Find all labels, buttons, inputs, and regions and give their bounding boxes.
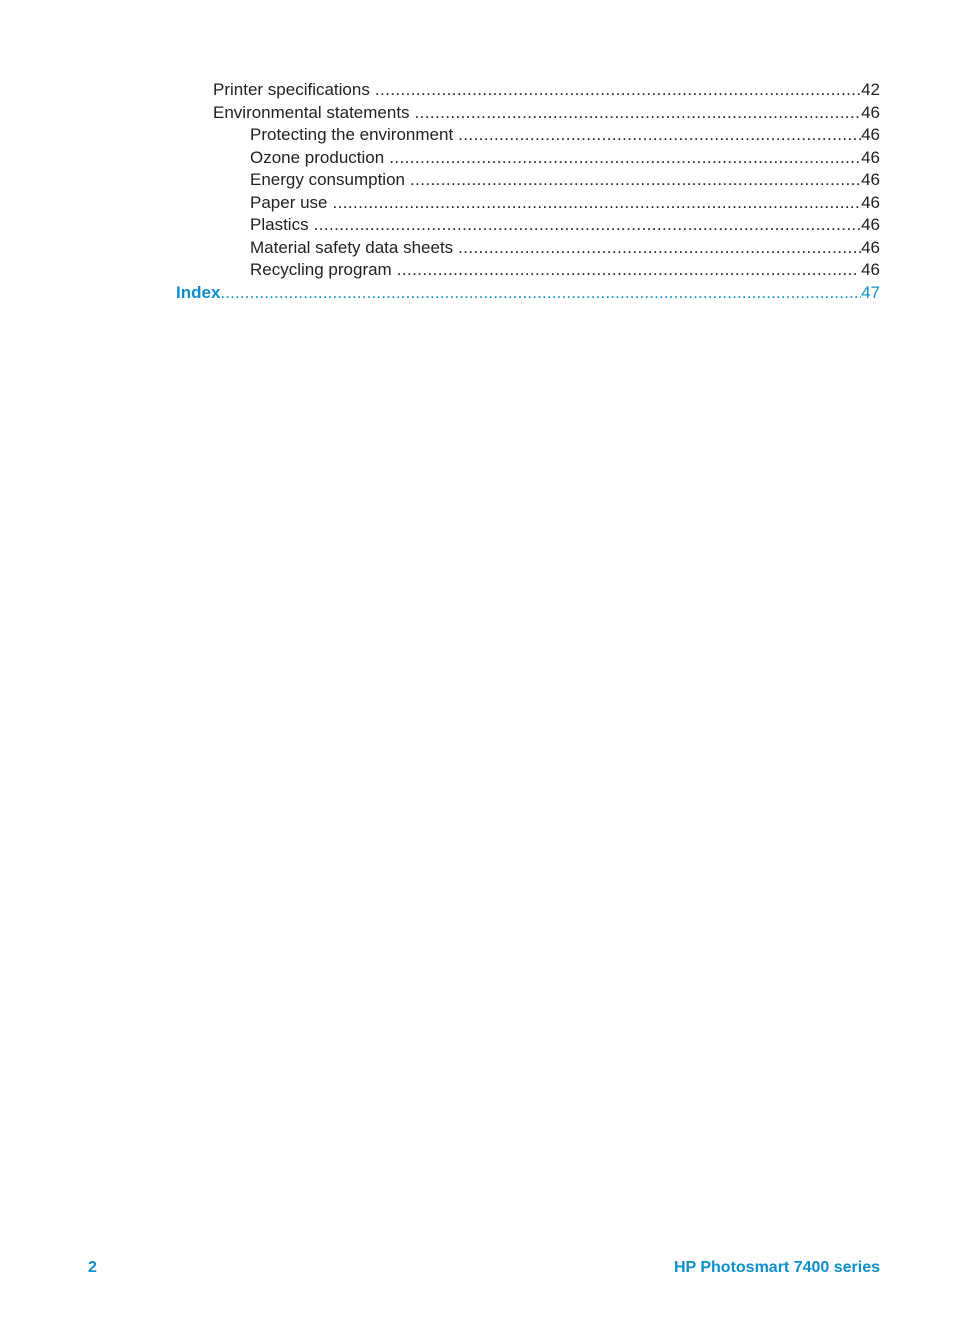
toc-entry-title: Printer specifications <box>213 80 370 99</box>
toc-entry-page: 46 <box>861 125 880 144</box>
toc-entry-title: Plastics <box>250 215 309 234</box>
toc-entry-environmental-statements[interactable] <box>213 102 880 124</box>
toc-entry-material-safety-data-sheets[interactable] <box>250 237 880 259</box>
dot-leader <box>389 147 861 169</box>
toc-entry-page: 46 <box>861 237 880 257</box>
toc-entry-protecting-the-environment[interactable] <box>250 124 880 146</box>
toc-entry-page: 46 <box>861 215 880 234</box>
dot-leader <box>397 259 857 281</box>
dot-leader <box>375 79 861 101</box>
toc-entry-page: 46 <box>861 260 880 279</box>
toc-entry-page: 47 <box>861 282 880 302</box>
toc-entry-title: Index <box>176 282 221 302</box>
toc-entry-title: Environmental statements <box>213 102 410 122</box>
toc-entry-recycling-program[interactable] <box>250 259 880 281</box>
toc-entry-paper-use[interactable] <box>250 192 880 214</box>
toc-entry-energy-consumption[interactable] <box>250 169 880 191</box>
toc-entry-title: Ozone production <box>250 147 385 167</box>
dot-leader <box>333 192 862 214</box>
toc-entry-page: 46 <box>861 170 880 189</box>
toc-entry-page: 46 <box>861 102 880 122</box>
toc-entry-title: Energy consumption <box>250 170 405 189</box>
toc-entry-title: Protecting the environment <box>250 125 454 144</box>
toc-entry-page: 42 <box>861 80 880 99</box>
dot-leader <box>220 282 861 304</box>
footer-product-title: HP Photosmart 7400 series <box>673 1259 880 1276</box>
toc-entry-title: Material safety data sheets <box>250 237 454 257</box>
toc-entry-printer-specifications[interactable] <box>213 79 880 101</box>
dot-leader <box>410 169 861 191</box>
toc-entry-page: 46 <box>861 147 880 167</box>
toc-entry-title: Recycling program <box>250 260 392 279</box>
toc-entry-ozone-production[interactable] <box>250 147 880 169</box>
dot-leader <box>458 124 861 146</box>
dot-leader <box>314 214 862 236</box>
toc-entry-plastics[interactable] <box>250 214 880 236</box>
page-number: 2 <box>88 1259 97 1276</box>
dot-leader <box>458 237 861 259</box>
toc-entry-index[interactable] <box>176 282 880 304</box>
dot-leader <box>415 102 862 124</box>
toc-entry-page: 46 <box>861 192 880 212</box>
toc-entry-title: Paper use <box>250 192 328 212</box>
